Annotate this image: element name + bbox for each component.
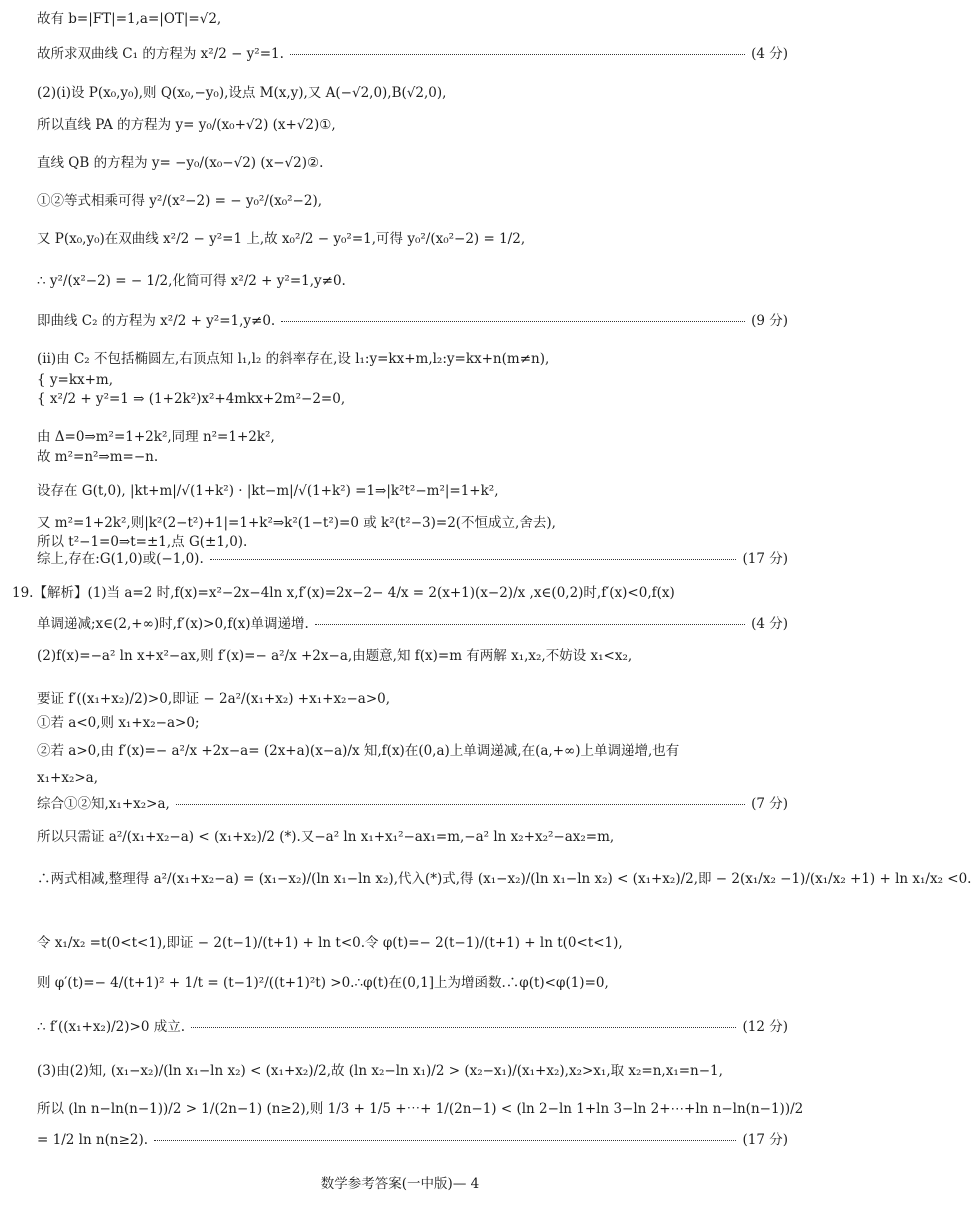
solution-line bbox=[37, 1131, 788, 1149]
line-text: 故有 b=|FT|=1,a=|OT|=√2, bbox=[37, 11, 222, 27]
solution-line bbox=[37, 272, 788, 290]
leader-dots bbox=[315, 624, 745, 625]
line-text: 故所求双曲线 C₁ 的方程为 x²/2 − y²=1. bbox=[37, 46, 284, 62]
solution-line bbox=[37, 84, 788, 102]
solution-line bbox=[37, 482, 788, 500]
solution-line bbox=[37, 350, 788, 368]
solution-line bbox=[37, 795, 788, 813]
line-text: 所以直线 PA 的方程为 y= y₀/(x₀+√2) (x+√2)①, bbox=[37, 117, 336, 133]
line-text: = 1/2 ln n(n≥2). bbox=[37, 1132, 149, 1148]
line-text: ∴两式相减,整理得 a²/(x₁+x₂−a) = (x₁−x₂)/(ln x₁−ln x₂),代入(*)式,得 (x₁−x₂)/(ln x₁−ln x₂) < (x₁+x₂)/2,即 − 2(x₁/x₂ −1)/(x₁/x₂ +1) + ln x₁/x₂ <0. bbox=[37, 871, 971, 887]
line-text: ①②等式相乘可得 y²/(x²−2) = − y₀²/(x₀²−2), bbox=[37, 193, 322, 209]
solution-line bbox=[37, 615, 788, 633]
solution-line bbox=[37, 828, 788, 846]
leader-dots bbox=[176, 804, 745, 805]
line-text: 故 m²=n²⇒m=−n. bbox=[37, 449, 159, 465]
solution-line bbox=[37, 934, 788, 952]
line-text: (3)由(2)知, (x₁−x₂)/(ln x₁−ln x₂) < (x₁+x₂)/2,故 (ln x₂−ln x₁)/2 > (x₂−x₁)/(x₁+x₂),x₂>x₁,取 x₂=n,x₁=n−1, bbox=[37, 1063, 723, 1079]
score-label: (7 分) bbox=[751, 796, 788, 812]
solution-line bbox=[37, 312, 788, 330]
score-label: (4 分) bbox=[751, 616, 788, 632]
solution-line bbox=[37, 647, 788, 665]
solution-line bbox=[37, 769, 788, 787]
solution-line bbox=[37, 116, 788, 134]
solution-line bbox=[37, 533, 788, 551]
solution-line bbox=[37, 714, 788, 732]
leader-dots bbox=[290, 54, 745, 55]
solution-line bbox=[37, 154, 788, 172]
line-text: 又 P(x₀,y₀)在双曲线 x²/2 − y²=1 上,故 x₀²/2 − y₀²=1,可得 y₀²/(x₀²−2) = 1/2, bbox=[37, 231, 526, 247]
line-text: (2)f(x)=−a² ln x+x²−ax,则 f′(x)=− a²/x +2x−a,由题意,知 f(x)=m 有两解 x₁,x₂,不妨设 x₁<x₂, bbox=[37, 648, 633, 664]
solution-line bbox=[37, 514, 788, 532]
line-text: 又 m²=1+2k²,则|k²(2−t²)+1|=1+k²⇒k²(1−t²)=0 或 k²(t²−3)=2(不恒成立,舍去), bbox=[37, 515, 556, 531]
solution-line bbox=[37, 1018, 788, 1036]
score-label: (17 分) bbox=[742, 551, 788, 567]
solution-line bbox=[37, 448, 788, 466]
line-text: 要证 f′((x₁+x₂)/2)>0,即证 − 2a²/(x₁+x₂) +x₁+x₂−a>0, bbox=[37, 691, 391, 707]
line-text: 所以只需证 a²/(x₁+x₂−a) < (x₁+x₂)/2 (*).又−a² ln x₁+x₁²−ax₁=m,−a² ln x₂+x₂²−ax₂=m, bbox=[37, 829, 615, 845]
line-text: (2)(ⅰ)设 P(x₀,y₀),则 Q(x₀,−y₀),设点 M(x,y),又 A(−√2,0),B(√2,0), bbox=[37, 85, 447, 101]
line-text: 令 x₁/x₂ =t(0<t<1),即证 − 2(t−1)/(t+1) + ln t<0.令 φ(t)=− 2(t−1)/(t+1) + ln t(0<t<1), bbox=[37, 935, 623, 951]
score-label: (4 分) bbox=[751, 46, 788, 62]
line-text: 直线 QB 的方程为 y= −y₀/(x₀−√2) (x−√2)②. bbox=[37, 155, 324, 171]
solution-line bbox=[37, 45, 788, 63]
line-text: ∴ f′((x₁+x₂)/2)>0 成立. bbox=[37, 1019, 185, 1035]
line-text: 单调递减;x∈(2,+∞)时,f′(x)>0,f(x)单调递增. bbox=[37, 616, 309, 632]
line-text: ∴ y²/(x²−2) = − 1/2,化简可得 x²/2 + y²=1,y≠0. bbox=[37, 273, 346, 289]
line-text: 则 φ′(t)=− 4/(t+1)² + 1/t = (t−1)²/((t+1)²t) >0.∴φ(t)在(0,1]上为增函数.∴φ(t)<φ(1)=0, bbox=[37, 975, 609, 991]
line-text: { y=kx+m, bbox=[37, 372, 114, 388]
line-text: 设存在 G(t,0), |kt+m|/√(1+k²) · |kt−m|/√(1+k²) =1⇒|k²t²−m²|=1+k², bbox=[37, 483, 499, 499]
line-text: 由 Δ=0⇒m²=1+2k²,同理 n²=1+2k², bbox=[37, 429, 275, 445]
solution-line bbox=[37, 230, 788, 248]
line-text: (ⅱ)由 C₂ 不包括椭圆左,右顶点知 l₁,l₂ 的斜率存在,设 l₁:y=kx+m,l₂:y=kx+n(m≠n), bbox=[37, 351, 550, 367]
solution-line bbox=[37, 428, 788, 446]
line-text: 综上,存在:G(1,0)或(−1,0). bbox=[37, 551, 204, 567]
solution-line bbox=[37, 1100, 804, 1118]
solution-line bbox=[37, 870, 971, 888]
solution-line bbox=[37, 974, 788, 992]
line-text: { x²/2 + y²=1 ⇒ (1+2k²)x²+4mkx+2m²−2=0, bbox=[37, 391, 346, 407]
leader-dots bbox=[281, 321, 745, 322]
score-label: (9 分) bbox=[751, 313, 788, 329]
page-footer: 数学参考答案(一中版)— 4 bbox=[320, 1176, 480, 1192]
line-text: 即曲线 C₂ 的方程为 x²/2 + y²=1,y≠0. bbox=[37, 313, 276, 329]
line-text: ①若 a<0,则 x₁+x₂−a>0; bbox=[37, 715, 200, 731]
line-text: ②若 a>0,由 f′(x)=− a²/x +2x−a= (2x+a)(x−a)/x 知,f(x)在(0,a)上单调递减,在(a,+∞)上单调递增,也有 bbox=[37, 743, 680, 759]
solution-line bbox=[37, 690, 788, 708]
line-text: 所以 t²−1=0⇒t=±1,点 G(±1,0). bbox=[37, 534, 248, 550]
solution-line bbox=[37, 192, 788, 210]
leader-dots bbox=[210, 559, 737, 560]
line-text: x₁+x₂>a, bbox=[37, 770, 99, 786]
solution-line bbox=[37, 550, 788, 568]
solution-line bbox=[37, 390, 788, 408]
score-label: (12 分) bbox=[742, 1019, 788, 1035]
solution-line bbox=[12, 584, 788, 602]
solution-line bbox=[37, 742, 788, 760]
solution-line bbox=[37, 1062, 788, 1080]
leader-dots bbox=[154, 1140, 736, 1141]
leader-dots bbox=[191, 1027, 736, 1028]
solution-line bbox=[37, 10, 788, 28]
solution-line bbox=[37, 371, 788, 389]
line-text: 综合①②知,x₁+x₂>a, bbox=[37, 796, 170, 812]
line-text: 所以 (ln n−ln(n−1))/2 > 1/(2n−1) (n≥2),则 1/3 + 1/5 +⋯+ 1/(2n−1) < (ln 2−ln 1+ln 3−ln 2+⋯+ln n−ln(n−1))/2 bbox=[37, 1101, 804, 1117]
line-text: 19.【解析】(1)当 a=2 时,f(x)=x²−2x−4ln x,f′(x)=2x−2− 4/x = 2(x+1)(x−2)/x ,x∈(0,2)时,f′(x)<0,f(x) bbox=[12, 585, 675, 601]
score-label: (17 分) bbox=[742, 1132, 788, 1148]
